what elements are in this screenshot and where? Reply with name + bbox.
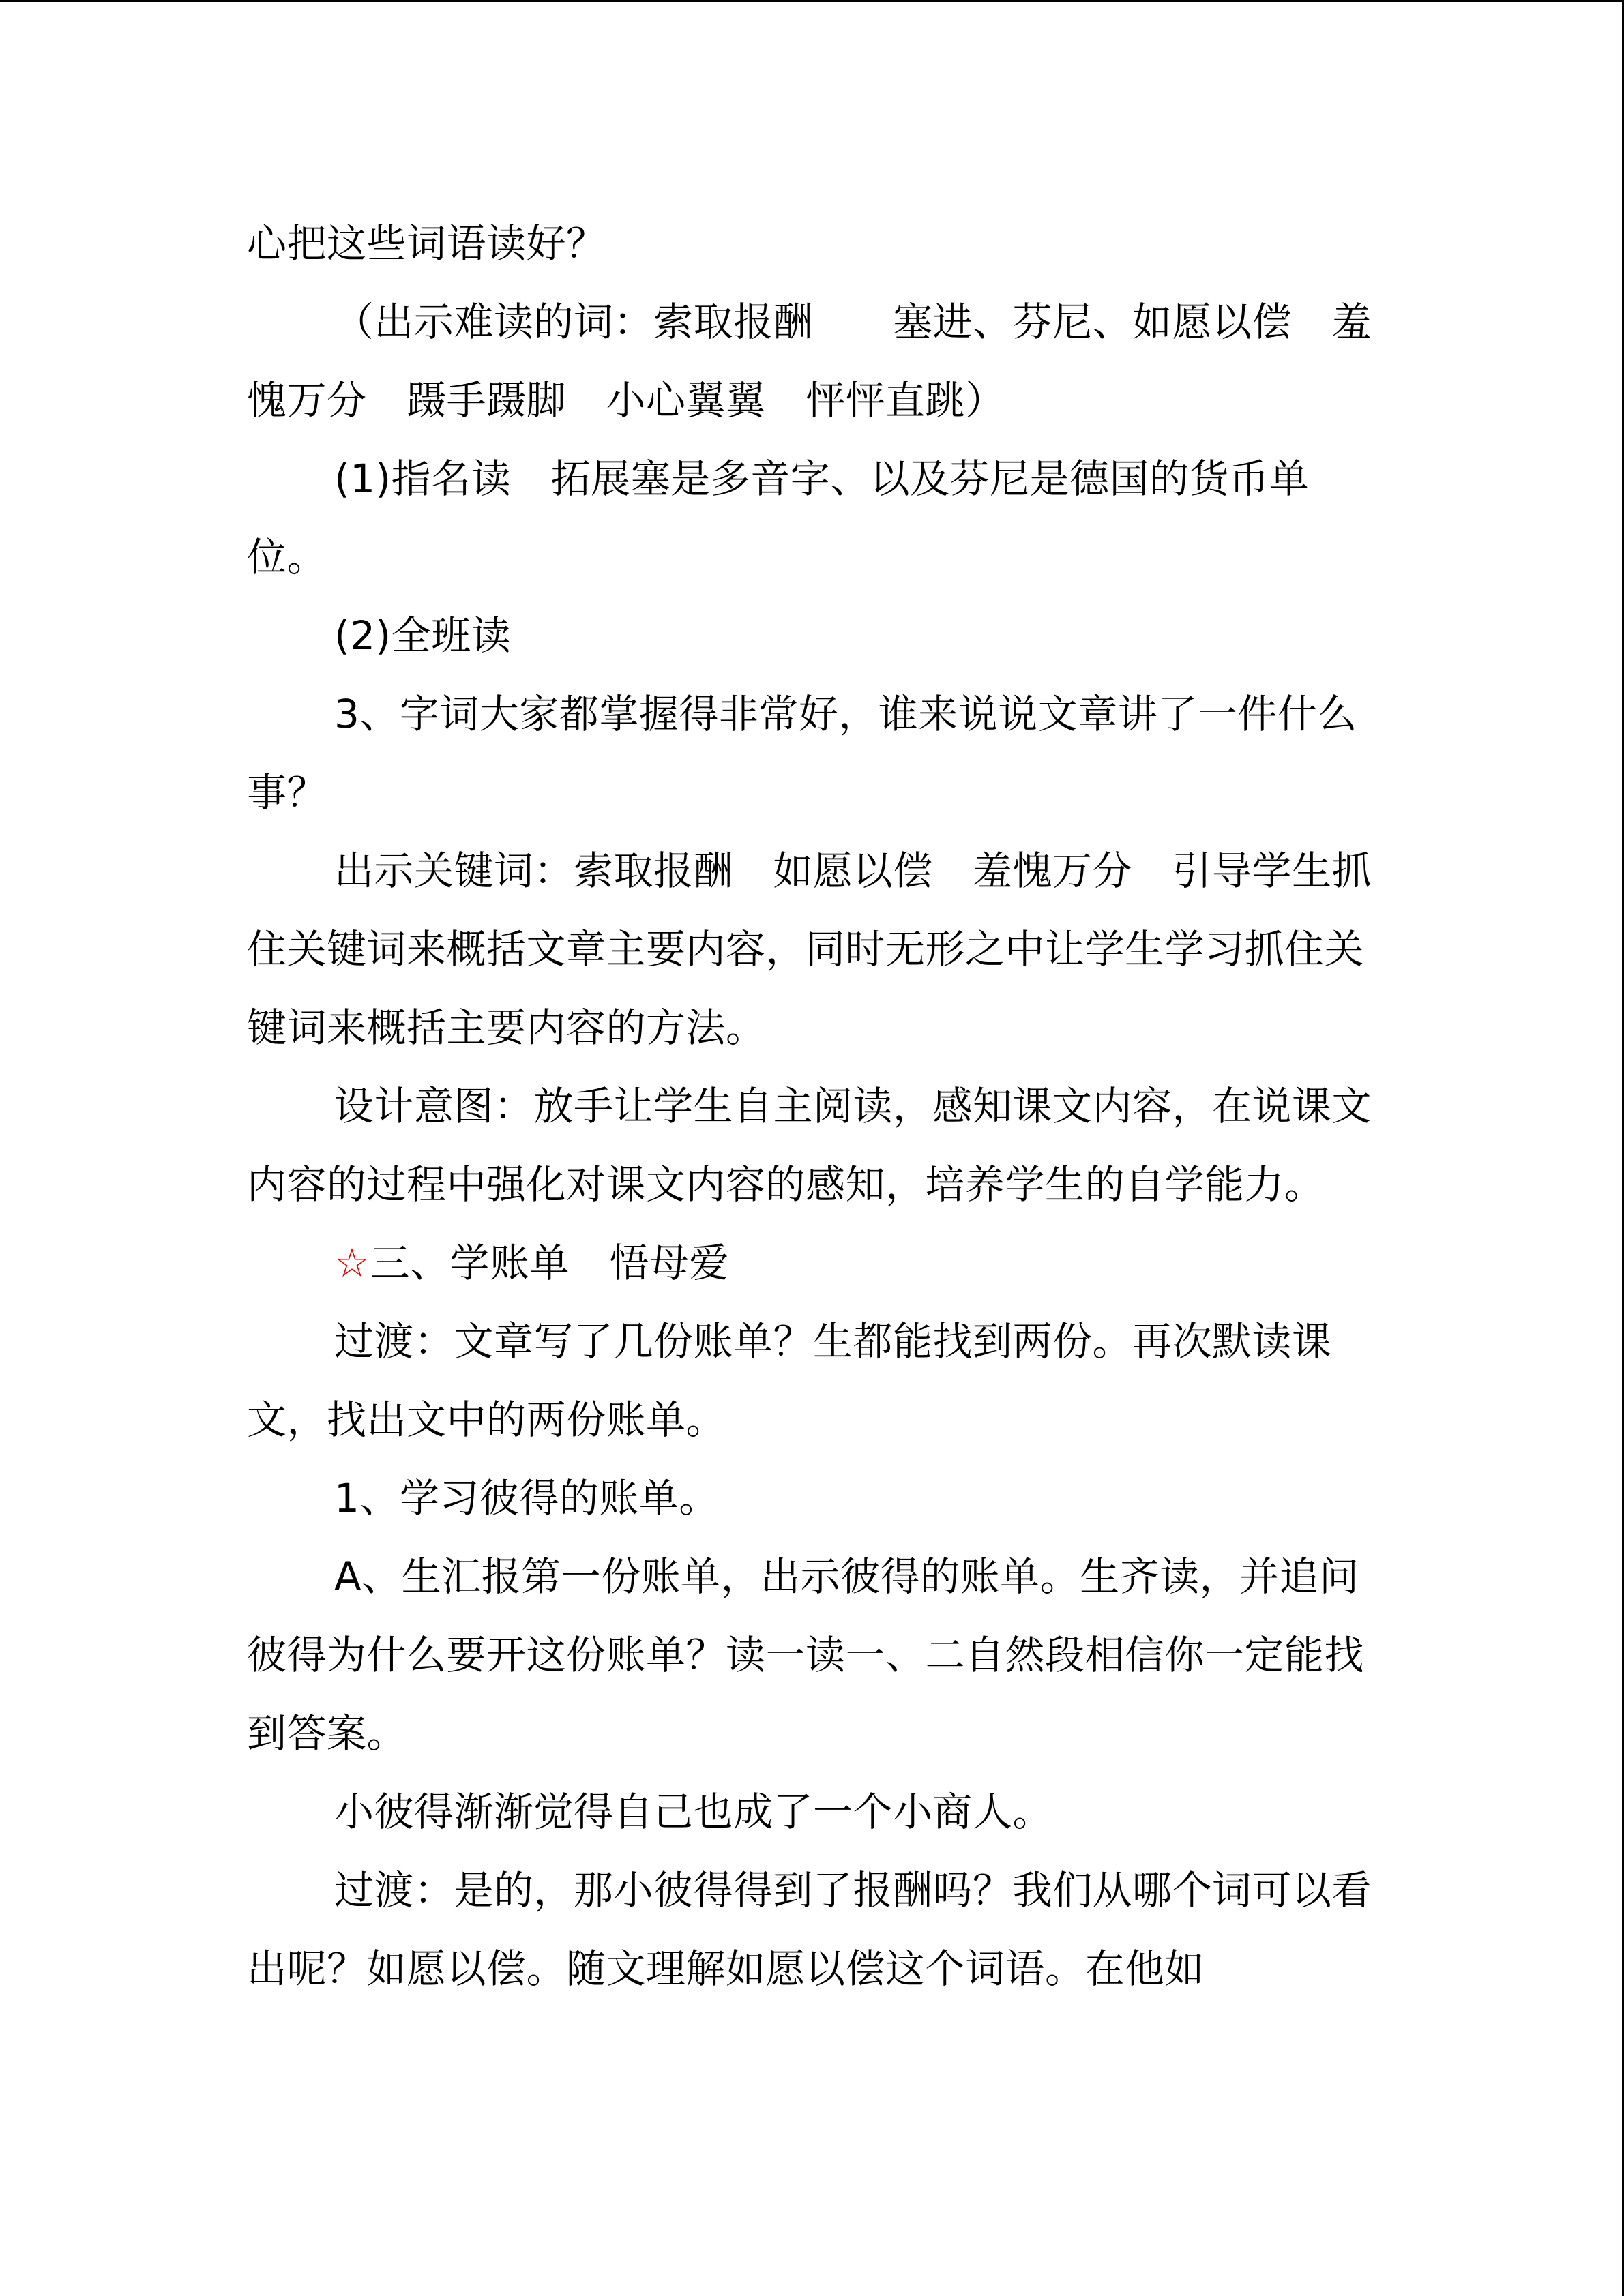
paragraph: 3、字词大家都掌握得非常好，谁来说说文章讲了一件什么事？ xyxy=(247,691,1357,816)
star-icon: ☆ xyxy=(334,1240,370,1286)
paragraph: 心把这些词语读好？ xyxy=(247,220,606,267)
section-heading-text: 三、学账单 悟母爱 xyxy=(370,1240,730,1286)
section-heading xyxy=(247,1224,1379,1302)
paragraph: 设计意图：放手让学生自主阅读，感知课文内容，在说课文内容的过程中强化对课文内容的感知，培养学生的自学能力。 xyxy=(247,1083,1372,1208)
paragraph: （出示难读的词：索取报酬 塞进、芬尼、如愿以偿 羞愧万分 蹑手蹑脚 小心翼翼 怦怦直跳） xyxy=(247,299,1372,423)
paragraph: (2)全班读 xyxy=(334,612,512,659)
page-border-top xyxy=(0,0,1624,2)
document-body xyxy=(247,205,1379,2008)
paragraph: 出示关键词：索取报酬 如愿以偿 羞愧万分 引导学生抓住关键词来概括文章主要内容，同时无形之中让学生学习抓住关键词来概括主要内容的方法。 xyxy=(247,848,1372,1051)
paragraph: (1)指名读 拓展塞是多音字、以及芬尼是德国的货币单位。 xyxy=(247,456,1310,580)
paragraph: 1、学习彼得的账单。 xyxy=(334,1475,719,1521)
paragraph: 小彼得渐渐觉得自己也成了一个小商人。 xyxy=(334,1789,1053,1835)
paragraph: 过渡：是的，那小彼得得到了报酬吗？我们从哪个词可以看出呢？如愿以偿。随文理解如愿以偿这个词语。在他如 xyxy=(247,1867,1372,1992)
paragraph: A、生汇报第一份账单，出示彼得的账单。生齐读，并追问彼得为什么要开这份账单？读一读一、二自然段相信你一定能找到答案。 xyxy=(247,1553,1365,1757)
paragraph: 过渡：文章写了几份账单？生都能找到两份。再次默读课文，找出文中的两份账单。 xyxy=(247,1318,1332,1443)
